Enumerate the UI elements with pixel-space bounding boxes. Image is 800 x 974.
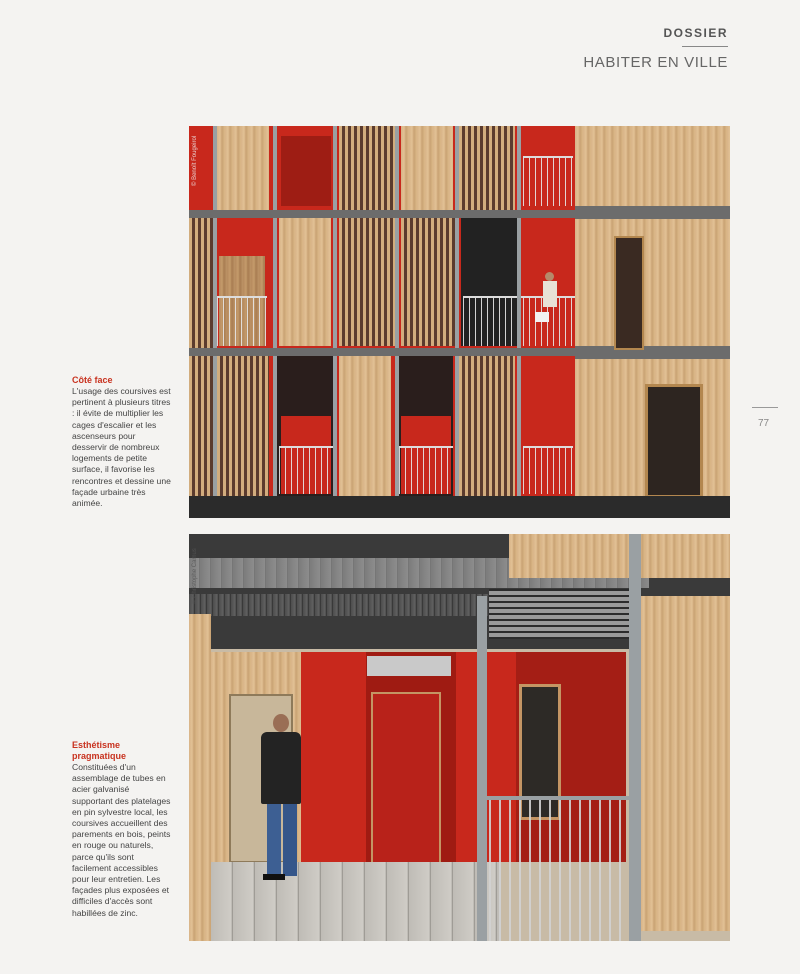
section-label: DOSSIER [663,26,728,40]
section-header [663,26,728,40]
photo-credit: © Benoît Fougeirol [192,135,198,186]
page-subtitle: HABITER EN VILLE [583,54,728,71]
caption-body: L'usage des coursives est pertinent à plusieurs titres : il évite de multiplier les cages d'escalier et les ascenseurs pour desservir de nombreux logements de petite surface, il favorise les rencontres et dessine une façade urbaine très animée. [72,386,171,509]
caption-body: Constituées d'un assemblage de tubes en acier galvanisé supportant des platelages en pin sylvestre local, les coursives accueillent des parements en bois, peints en rouge ou naturels, parce qu'ils sont facilement accessibles pour leur entretien. Les façades plus exposées et difficiles d'accès sont habillées de zinc. [72,762,171,918]
caption-esthetisme [72,740,172,919]
person-figure [253,714,305,884]
facade-photo [189,126,730,518]
page-number-rule [752,407,778,408]
person-figure [541,272,559,332]
caption-title: Côté face [72,375,113,385]
photo-credit: © Christophe Camus [192,548,198,604]
caption-cote-face [72,375,172,509]
caption-title: Esthétisme pragmatique [72,740,127,761]
corridor-photo [189,534,730,941]
page-number: 77 [758,418,770,429]
header-rule [682,46,728,47]
